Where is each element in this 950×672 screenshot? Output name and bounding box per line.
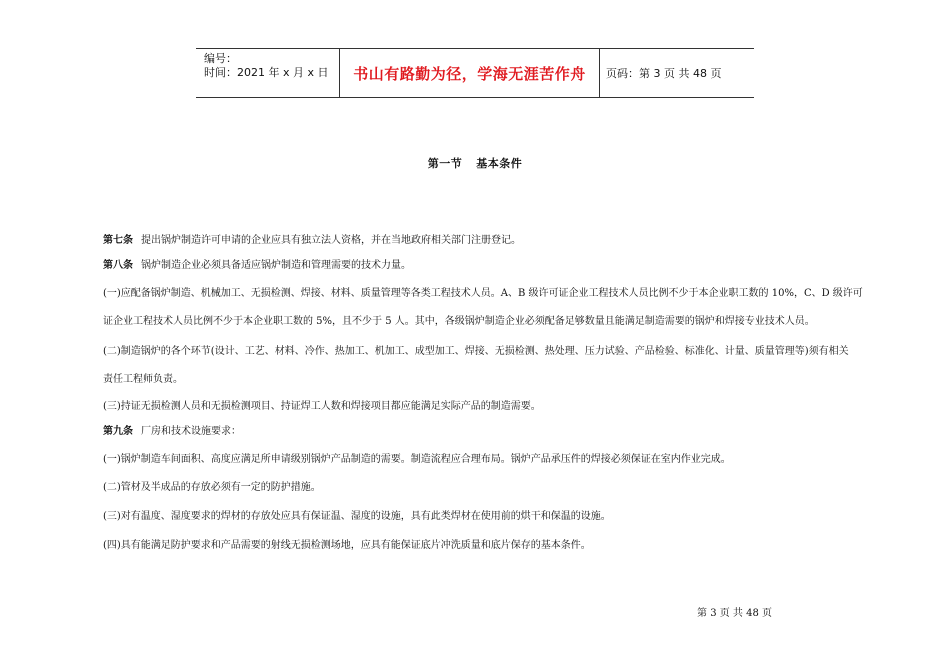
article-8-item-2 [103,345,863,386]
article-text: 厂房和技术设施要求： [141,426,241,437]
document-number-label: 编号： [204,52,237,65]
article-text: 提出锅炉制造许可申请的企业应具有独立法人资格，并在当地政府相关部门注册登记。 [141,235,521,246]
article-number: 第七条 [103,235,133,246]
paragraph-line: (二)管材及半成品的存放必须有一定的防护措施。 [103,482,321,493]
section-name: 基本条件 [476,157,523,170]
header-motto: 书山有路勤为径，学海无涯苦作舟 [353,64,586,83]
article-text: 锅炉制造企业必须具备适应锅炉制造和管理需要的技术力量。 [141,260,411,271]
article-9 [103,425,863,438]
document-time-label: 时间：2021 年 x 月 x 日 [204,66,329,79]
header-motto-cell [339,49,600,97]
paragraph-line: 责任工程师负责。 [103,374,183,385]
article-number: 第九条 [103,426,133,437]
header-page-number: 页码：第 3 页 共 48 页 [606,67,722,80]
article-number: 第八条 [103,260,133,271]
paragraph-line: (二)制造锅炉的各个环节(设计、工艺、材料、冷作、热加工、机加工、成型加工、焊接、无损检测、热处理、压力试验、产品检验、标准化、计量、质量管理等)须有相关 [103,346,849,357]
header-page-cell [600,49,754,97]
article-8-item-3 [103,400,863,413]
paragraph-line: 证企业工程技术人员比例不少于本企业职工数的 5%，且不少于 5 人。其中，各级锅炉制造企业必须配备足够数量且能满足制造需要的锅炉和焊接专业技术人员。 [103,316,815,327]
paragraph-line: (三)对有温度、湿度要求的焊材的存放处应具有保证温、湿度的设施，具有此类焊材在使用前的烘干和保温的设施。 [103,511,611,522]
article-7 [103,234,863,247]
page-footer [697,604,772,619]
header-info-cell [196,49,339,97]
footer-page-number: 第 3 页 共 48 页 [697,608,772,619]
paragraph-line: (四)具有能满足防护要求和产品需要的射线无损检测场地，应具有能保证底片冲洗质量和底片保存的基本条件。 [103,540,591,551]
article-9-item-1 [103,453,863,466]
article-9-item-3 [103,510,863,523]
article-8-item-1 [103,287,863,328]
paragraph-line: (三)持证无损检测人员和无损检测项目、持证焊工人数和焊接项目都应能满足实际产品的制造需要。 [103,401,541,412]
section-title [0,155,950,171]
article-8 [103,259,863,272]
article-9-item-2 [103,481,863,494]
page-header [196,48,754,98]
paragraph-line: (一)锅炉制造车间面积、高度应满足所申请级别锅炉产品制造的需要。制造流程应合理布局。锅炉产品承压件的焊接必须保证在室内作业完成。 [103,454,731,465]
section-number: 第一节 [427,157,463,170]
paragraph-line: (一)应配备锅炉制造、机械加工、无损检测、焊接、材料、质量管理等各类工程技术人员。A、B 级许可证企业工程技术人员比例不少于本企业职工数的 10%，C、D 级许可 [103,288,863,299]
article-9-item-4 [103,539,863,552]
